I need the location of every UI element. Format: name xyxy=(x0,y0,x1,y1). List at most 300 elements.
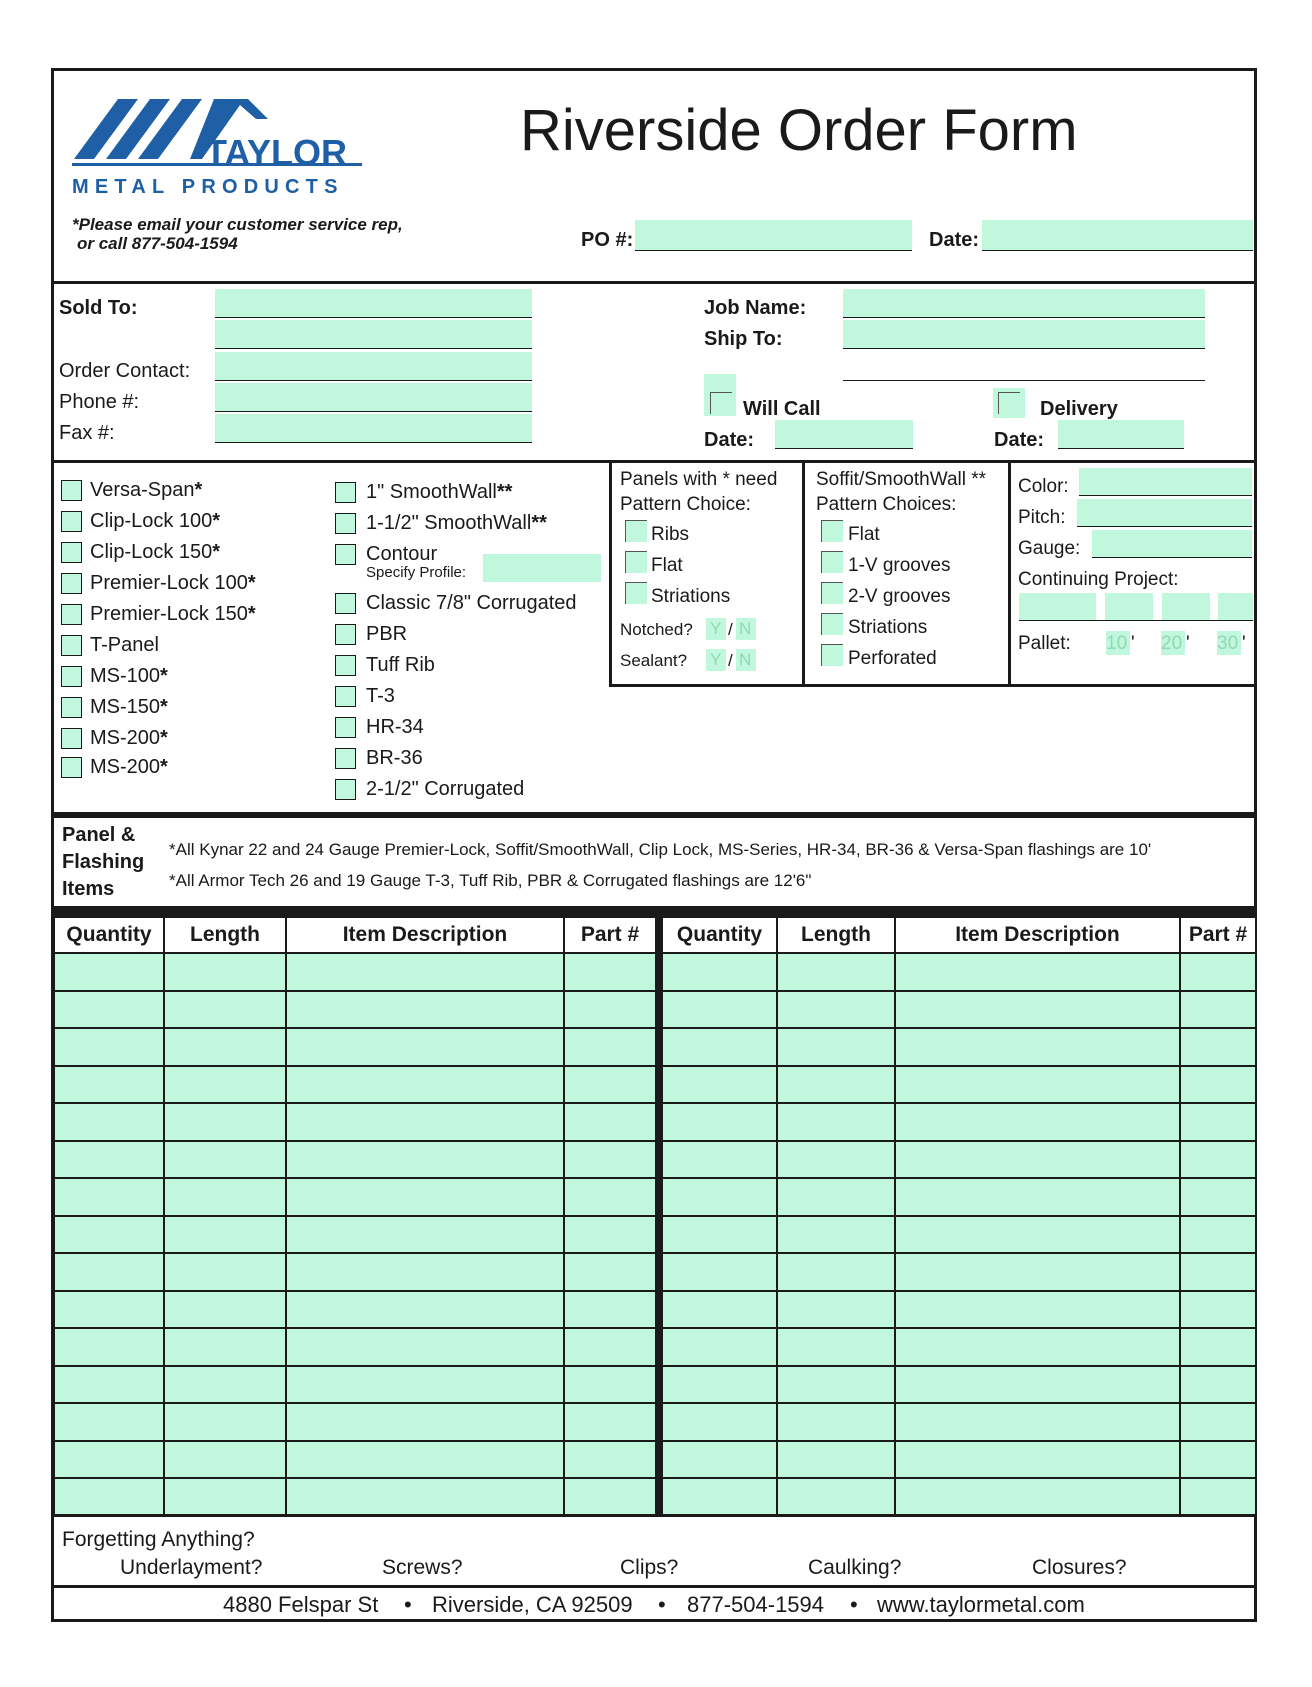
po-input[interactable] xyxy=(635,220,912,250)
cell-quantity[interactable] xyxy=(54,991,164,1029)
cell-part[interactable] xyxy=(1180,953,1256,991)
cell-item-description[interactable] xyxy=(895,1441,1180,1479)
cell-quantity[interactable] xyxy=(662,1291,777,1329)
cell-length[interactable] xyxy=(777,1441,895,1479)
cell-length[interactable] xyxy=(777,1141,895,1179)
notched-yes[interactable] xyxy=(706,618,726,640)
sealant-no[interactable] xyxy=(736,649,756,671)
panel-label xyxy=(90,633,159,657)
cell-quantity[interactable] xyxy=(662,1178,777,1216)
cell-quantity[interactable] xyxy=(662,1216,777,1254)
order-contact-underline xyxy=(215,380,532,381)
cell-item-description[interactable] xyxy=(286,1291,564,1329)
cell-length[interactable] xyxy=(777,1066,895,1104)
panel-name: Premier-Lock 150 xyxy=(90,603,248,625)
cell-part[interactable] xyxy=(1180,991,1256,1029)
pitch-underline xyxy=(1077,526,1252,527)
soffit-heading-1: Soffit/SmoothWall ** xyxy=(816,469,987,490)
table-row xyxy=(662,1028,1256,1066)
cell-part[interactable] xyxy=(564,1478,656,1516)
table-row xyxy=(54,1478,656,1516)
fax-label: Fax #: xyxy=(59,422,115,444)
table-row xyxy=(54,1366,656,1404)
flashing-note-1: *All Kynar 22 and 24 Gauge Premier-Lock, Soffit/SmoothWall, Clip Lock, MS-Series, HR-34, BR-36 & Versa-Span flashings are 10' xyxy=(169,840,1152,859)
panel-mark: * xyxy=(160,696,168,718)
panel-name: HR-34 xyxy=(366,716,424,738)
cell-length[interactable] xyxy=(164,1328,286,1366)
column-header-item-description: Item Description xyxy=(895,917,1180,953)
panel-label xyxy=(366,777,524,801)
cell-quantity[interactable] xyxy=(54,1216,164,1254)
cell-quantity[interactable] xyxy=(54,1178,164,1216)
contact-note-line-2: or call 877-504-1594 xyxy=(77,234,238,253)
notched-yes-label: Y xyxy=(710,619,722,638)
cell-item-description[interactable] xyxy=(286,1103,564,1141)
cell-length[interactable] xyxy=(777,953,895,991)
cell-part[interactable] xyxy=(564,953,656,991)
soffit-1-v-grooves-checkbox[interactable] xyxy=(821,551,843,573)
pitch-input[interactable] xyxy=(1077,499,1252,526)
soffit-perforated-checkbox[interactable] xyxy=(821,644,843,666)
specify-profile-input[interactable] xyxy=(483,554,601,582)
table-row xyxy=(662,1141,1256,1179)
cell-length[interactable] xyxy=(164,1028,286,1066)
cell-length[interactable] xyxy=(777,991,895,1029)
sealant-yes[interactable] xyxy=(706,649,726,671)
panel-label xyxy=(90,478,202,502)
will-call-date-label: Date: xyxy=(704,429,755,451)
cell-length[interactable] xyxy=(777,1478,895,1516)
table-row xyxy=(662,1253,1256,1291)
table-row xyxy=(54,1178,656,1216)
panel-name: MS-150 xyxy=(90,696,161,718)
panel-checkbox-ms-200[interactable] xyxy=(61,728,82,749)
continuing-project-input-1[interactable] xyxy=(1019,593,1096,620)
cell-quantity[interactable] xyxy=(662,1403,777,1441)
cell-length[interactable] xyxy=(164,1441,286,1479)
table-row xyxy=(54,1441,656,1479)
cell-item-description[interactable] xyxy=(286,1403,564,1441)
cell-quantity[interactable] xyxy=(54,1328,164,1366)
specify-profile-label: Specify Profile: xyxy=(366,564,467,581)
table-row xyxy=(54,991,656,1029)
continuing-project-input-3[interactable] xyxy=(1162,593,1210,620)
cell-item-description[interactable] xyxy=(895,1103,1180,1141)
cell-length[interactable] xyxy=(164,991,286,1029)
pattern-striations-checkbox[interactable] xyxy=(625,582,647,604)
cell-quantity[interactable] xyxy=(54,953,164,991)
panel-checkbox-ms-100[interactable] xyxy=(61,666,82,687)
sold-to-label: Sold To: xyxy=(59,297,138,319)
divider xyxy=(52,1585,1256,1588)
reminder-clips: Clips? xyxy=(620,1556,679,1579)
panel-checkbox-clip-lock-150[interactable] xyxy=(61,542,82,563)
cell-length[interactable] xyxy=(164,1178,286,1216)
sealant-yes-label: Y xyxy=(710,650,722,669)
panel-mark: * xyxy=(160,665,168,687)
pattern-flat-checkbox[interactable] xyxy=(625,551,647,573)
panel-mark: ** xyxy=(531,512,547,534)
cell-part[interactable] xyxy=(564,1253,656,1291)
divider xyxy=(52,812,1256,818)
panel-label xyxy=(90,726,168,750)
cell-item-description[interactable] xyxy=(286,1066,564,1104)
cell-item-description[interactable] xyxy=(895,1066,1180,1104)
gauge-underline xyxy=(1092,557,1252,558)
cell-length[interactable] xyxy=(164,1366,286,1404)
reminder-underlayment: Underlayment? xyxy=(120,1556,263,1579)
cell-quantity[interactable] xyxy=(662,1066,777,1104)
cell-part[interactable] xyxy=(1180,1178,1256,1216)
footer-address: 4880 Felspar St xyxy=(223,1592,379,1617)
panel-label xyxy=(90,540,220,564)
cell-part[interactable] xyxy=(1180,1066,1256,1104)
pallet-label: Pallet: xyxy=(1018,633,1071,654)
cell-item-description[interactable] xyxy=(286,1178,564,1216)
flashing-note-2: *All Armor Tech 26 and 19 Gauge T-3, Tuff Rib, PBR & Corrugated flashings are 12'6" xyxy=(169,871,812,890)
will-call-date-input[interactable] xyxy=(775,420,913,448)
column-header-part: Part # xyxy=(564,917,656,953)
cell-quantity[interactable] xyxy=(54,1028,164,1066)
cell-part[interactable] xyxy=(564,1441,656,1479)
cell-quantity[interactable] xyxy=(54,1103,164,1141)
cell-length[interactable] xyxy=(777,1291,895,1329)
table-row xyxy=(662,991,1256,1029)
panel-name: MS-100 xyxy=(90,665,161,687)
column-header-quantity: Quantity xyxy=(54,917,164,953)
panel-mark: ** xyxy=(496,481,513,503)
cell-length[interactable] xyxy=(777,1103,895,1141)
cell-part[interactable] xyxy=(564,1066,656,1104)
will-call-date-underline xyxy=(775,448,913,449)
panel-name: Contour xyxy=(366,543,438,565)
panel-mark: * xyxy=(247,603,256,625)
cell-length[interactable] xyxy=(777,1328,895,1366)
phone-underline xyxy=(215,411,532,412)
panel-checkbox-1-1-2-smoothwall[interactable] xyxy=(335,513,356,534)
table-row xyxy=(662,1178,1256,1216)
panel-checkbox-versa-span[interactable] xyxy=(61,480,82,501)
panel-checkbox-ms-200[interactable] xyxy=(61,757,82,778)
panel-name: T-3 xyxy=(366,685,395,707)
panel-checkbox-ms-150[interactable] xyxy=(61,697,82,718)
panel-label xyxy=(366,480,512,504)
cell-item-description[interactable] xyxy=(895,1366,1180,1404)
cell-quantity[interactable] xyxy=(54,1291,164,1329)
table-row xyxy=(54,1216,656,1254)
notched-no[interactable] xyxy=(736,618,756,640)
reminder-screws: Screws? xyxy=(382,1556,463,1579)
cell-item-description[interactable] xyxy=(895,1478,1180,1516)
table-row xyxy=(662,1328,1256,1366)
pallet-option-value: 20 xyxy=(1161,633,1183,654)
cell-part[interactable] xyxy=(564,1403,656,1441)
cell-part[interactable] xyxy=(1180,1141,1256,1179)
divider xyxy=(609,684,1256,687)
cell-part[interactable] xyxy=(1180,1478,1256,1516)
panel-checkbox-hr-34[interactable] xyxy=(335,717,356,738)
cell-item-description[interactable] xyxy=(286,1478,564,1516)
table-row xyxy=(662,1478,1256,1516)
cell-length[interactable] xyxy=(777,1216,895,1254)
cell-part[interactable] xyxy=(564,991,656,1029)
cell-length[interactable] xyxy=(164,953,286,991)
cell-part[interactable] xyxy=(564,1103,656,1141)
cell-quantity[interactable] xyxy=(662,1478,777,1516)
order-contact-input[interactable] xyxy=(215,352,532,380)
soffit-striations-checkbox[interactable] xyxy=(821,613,843,635)
soffit-option-label: Flat xyxy=(848,524,880,545)
panel-name: PBR xyxy=(366,623,408,645)
cell-quantity[interactable] xyxy=(662,1253,777,1291)
cell-item-description[interactable] xyxy=(286,1366,564,1404)
panel-label xyxy=(90,602,256,626)
cell-quantity[interactable] xyxy=(54,1403,164,1441)
cell-part[interactable] xyxy=(564,1178,656,1216)
items-table-left xyxy=(53,916,657,1517)
cell-quantity[interactable] xyxy=(54,1141,164,1179)
panel-checkbox-t-3[interactable] xyxy=(335,686,356,707)
panel-mark: * xyxy=(247,572,256,594)
panel-checkbox-2-1-2-corrugated[interactable] xyxy=(335,779,356,800)
phone-input[interactable] xyxy=(215,383,532,411)
cell-quantity[interactable] xyxy=(662,1366,777,1404)
cell-length[interactable] xyxy=(777,1178,895,1216)
panel-label xyxy=(366,684,395,708)
pattern-option-label: Flat xyxy=(651,555,683,576)
pallet-unit: ' xyxy=(1242,633,1246,654)
cell-quantity[interactable] xyxy=(662,1141,777,1179)
cell-item-description[interactable] xyxy=(895,991,1180,1029)
panel-name: Classic 7/8" Corrugated xyxy=(366,592,577,614)
cell-length[interactable] xyxy=(777,1253,895,1291)
panel-name: 1" SmoothWall xyxy=(366,481,497,503)
panel-name: Premier-Lock 100 xyxy=(90,572,248,594)
cell-part[interactable] xyxy=(1180,1291,1256,1329)
panel-name: Versa-Span xyxy=(90,479,195,501)
cell-part[interactable] xyxy=(564,1291,656,1329)
table-row xyxy=(54,1291,656,1329)
divider xyxy=(52,460,1256,463)
color-underline xyxy=(1079,495,1252,496)
table-row xyxy=(54,1103,656,1141)
pallet-10-option[interactable] xyxy=(1106,631,1130,655)
pallet-30-option[interactable] xyxy=(1217,631,1241,655)
cell-item-description[interactable] xyxy=(286,1253,564,1291)
cell-item-description[interactable] xyxy=(286,1141,564,1179)
color-input[interactable] xyxy=(1079,468,1252,495)
cell-item-description[interactable] xyxy=(286,991,564,1029)
po-underline xyxy=(635,250,912,251)
panel-checkbox-contour[interactable] xyxy=(335,544,356,565)
panel-checkbox-premier-lock-150[interactable] xyxy=(61,604,82,625)
delivery-date-label: Date: xyxy=(994,429,1045,451)
sold-to-input-2[interactable] xyxy=(215,320,532,348)
pallet-20-option[interactable] xyxy=(1161,631,1185,655)
cell-part[interactable] xyxy=(1180,1441,1256,1479)
cell-item-description[interactable] xyxy=(286,1328,564,1366)
panel-name: MS-200 xyxy=(90,756,161,778)
delivery-label: Delivery xyxy=(1040,398,1118,420)
panel-label xyxy=(366,653,435,677)
po-label: PO #: xyxy=(581,229,634,251)
cell-item-description[interactable] xyxy=(286,1028,564,1066)
cell-part[interactable] xyxy=(1180,1403,1256,1441)
cell-length[interactable] xyxy=(164,1291,286,1329)
job-name-underline xyxy=(843,317,1205,318)
panel-label xyxy=(366,511,547,535)
color-label: Color: xyxy=(1018,476,1069,497)
panel-checkbox-1-smoothwall[interactable] xyxy=(335,482,356,503)
cell-quantity[interactable] xyxy=(662,1441,777,1479)
cell-item-description[interactable] xyxy=(895,1178,1180,1216)
cell-quantity[interactable] xyxy=(662,953,777,991)
cell-length[interactable] xyxy=(164,1103,286,1141)
pallet-unit: ' xyxy=(1186,633,1190,654)
divider xyxy=(52,281,1256,284)
cell-item-description[interactable] xyxy=(895,953,1180,991)
cell-quantity[interactable] xyxy=(662,991,777,1029)
cell-length[interactable] xyxy=(164,1066,286,1104)
cell-length[interactable] xyxy=(777,1028,895,1066)
cell-part[interactable] xyxy=(564,1328,656,1366)
panel-checkbox-pbr[interactable] xyxy=(335,624,356,645)
ship-to-input[interactable] xyxy=(843,320,1205,348)
cell-part[interactable] xyxy=(1180,1328,1256,1366)
cell-quantity[interactable] xyxy=(662,1103,777,1141)
cell-length[interactable] xyxy=(164,1216,286,1254)
order-contact-label: Order Contact: xyxy=(59,360,191,382)
panel-name: Clip-Lock 100 xyxy=(90,510,213,532)
cell-item-description[interactable] xyxy=(895,1253,1180,1291)
panel-label xyxy=(90,571,256,595)
job-name-label: Job Name: xyxy=(704,297,807,319)
table-row xyxy=(54,1066,656,1104)
soffit-flat-checkbox[interactable] xyxy=(821,520,843,542)
table-row xyxy=(662,1291,1256,1329)
cell-item-description[interactable] xyxy=(895,1141,1180,1179)
panel-label xyxy=(366,622,407,646)
panel-checkbox-premier-lock-100[interactable] xyxy=(61,573,82,594)
cell-quantity[interactable] xyxy=(54,1441,164,1479)
panel-mark: * xyxy=(212,510,221,532)
cell-part[interactable] xyxy=(564,1216,656,1254)
soffit-2-v-grooves-checkbox[interactable] xyxy=(821,582,843,604)
cell-length[interactable] xyxy=(777,1403,895,1441)
cell-quantity[interactable] xyxy=(54,1478,164,1516)
pitch-label: Pitch: xyxy=(1018,507,1066,528)
pattern-ribs-checkbox[interactable] xyxy=(625,520,647,542)
cell-part[interactable] xyxy=(564,1366,656,1404)
cell-length[interactable] xyxy=(164,1253,286,1291)
cell-part[interactable] xyxy=(1180,1253,1256,1291)
delivery-date-input[interactable] xyxy=(1058,420,1184,448)
notched-label: Notched? xyxy=(620,620,693,639)
sold-to-underline-2 xyxy=(215,348,532,349)
sold-to-input[interactable] xyxy=(215,289,532,317)
cell-item-description[interactable] xyxy=(895,1216,1180,1254)
cell-length[interactable] xyxy=(164,1403,286,1441)
table-row xyxy=(54,1141,656,1179)
cell-length[interactable] xyxy=(164,1478,286,1516)
table-row xyxy=(54,1328,656,1366)
panel-checkbox-br-36[interactable] xyxy=(335,748,356,769)
cell-part[interactable] xyxy=(1180,1028,1256,1066)
cell-part[interactable] xyxy=(1180,1216,1256,1254)
cell-quantity[interactable] xyxy=(54,1366,164,1404)
ship-to-input-2[interactable] xyxy=(843,352,1205,380)
cell-part[interactable] xyxy=(564,1028,656,1066)
delivery-date-underline xyxy=(1058,448,1184,449)
cell-quantity[interactable] xyxy=(662,1028,777,1066)
gauge-input[interactable] xyxy=(1092,530,1252,557)
cell-item-description[interactable] xyxy=(895,1328,1180,1366)
pattern-option-label: Striations xyxy=(651,586,731,607)
table-row xyxy=(662,1366,1256,1404)
cell-quantity[interactable] xyxy=(662,1328,777,1366)
cell-quantity[interactable] xyxy=(54,1066,164,1104)
continuing-project-input-4[interactable] xyxy=(1218,593,1253,620)
cell-part[interactable] xyxy=(564,1141,656,1179)
cell-length[interactable] xyxy=(777,1366,895,1404)
column-header-length: Length xyxy=(777,917,895,953)
cell-part[interactable] xyxy=(1180,1103,1256,1141)
delivery-checkbox[interactable] xyxy=(998,392,1020,414)
ship-to-label: Ship To: xyxy=(704,328,783,350)
panel-label xyxy=(90,695,168,719)
pattern-heading-2: Pattern Choice: xyxy=(620,494,751,515)
panel-name: T-Panel xyxy=(90,634,159,656)
pallet-option-value: 10 xyxy=(1106,633,1128,654)
panel-mark: * xyxy=(212,541,221,563)
cell-quantity[interactable] xyxy=(54,1253,164,1291)
page-title: Riverside Order Form xyxy=(520,98,1078,163)
will-call-checkbox[interactable] xyxy=(710,392,732,414)
footer-city: Riverside, CA 92509 xyxy=(432,1592,633,1617)
sealant-slash: / xyxy=(728,651,733,670)
cell-item-description[interactable] xyxy=(895,1028,1180,1066)
panel-checkbox-clip-lock-100[interactable] xyxy=(61,511,82,532)
panel-label xyxy=(366,591,577,615)
flashing-label-3: Items xyxy=(62,878,115,900)
cell-item-description[interactable] xyxy=(286,1441,564,1479)
footer-website[interactable]: www.taylormetal.com xyxy=(877,1592,1085,1617)
notched-no-label: N xyxy=(739,619,752,638)
panel-checkbox-t-panel[interactable] xyxy=(61,635,82,656)
cell-item-description[interactable] xyxy=(895,1403,1180,1441)
taylor-logo xyxy=(70,95,370,210)
column-header-item-description: Item Description xyxy=(286,917,564,953)
panel-checkbox-tuff-rib[interactable] xyxy=(335,655,356,676)
panel-label xyxy=(90,755,168,779)
panel-checkbox-classic-7-8-corrugated[interactable] xyxy=(335,593,356,614)
cell-item-description[interactable] xyxy=(286,953,564,991)
cell-item-description[interactable] xyxy=(286,1216,564,1254)
table-row xyxy=(662,953,1256,991)
cell-part[interactable] xyxy=(1180,1366,1256,1404)
table-header-row xyxy=(54,917,656,953)
panel-label xyxy=(90,509,220,533)
soffit-heading-2: Pattern Choices: xyxy=(816,494,957,515)
continuing-project-input-2[interactable] xyxy=(1105,593,1153,620)
date-input[interactable] xyxy=(982,220,1253,250)
table-row xyxy=(54,1028,656,1066)
fax-input[interactable] xyxy=(215,414,532,442)
cell-length[interactable] xyxy=(164,1141,286,1179)
cell-item-description[interactable] xyxy=(895,1291,1180,1329)
job-name-input[interactable] xyxy=(843,289,1205,317)
fax-underline xyxy=(215,442,532,443)
